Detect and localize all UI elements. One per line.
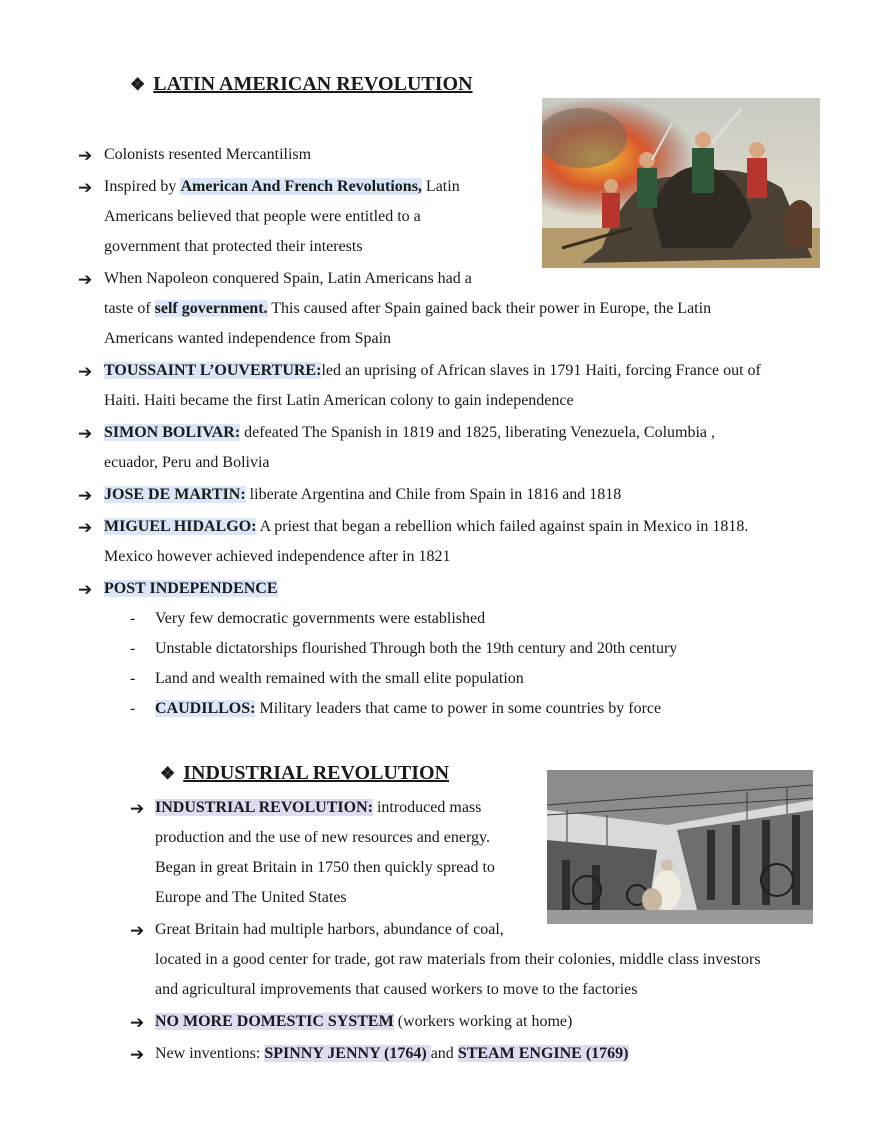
dash-bullet-icon: - bbox=[130, 700, 136, 717]
sub-list-item: Land and wealth remained with the small elite population bbox=[155, 670, 524, 687]
arrow-bullet-icon: ➔ bbox=[78, 580, 93, 599]
factory-loom-icon bbox=[547, 770, 813, 924]
list-item-continuation: located in a good center for trade, got raw materials from their colonies, middle class investors bbox=[155, 951, 761, 968]
arrow-bullet-icon: ➔ bbox=[130, 1045, 145, 1064]
list-item: JOSE DE MARTIN: liberate Argentina and Chile from Spain in 1816 and 1818 bbox=[104, 486, 622, 503]
list-item: Great Britain had multiple harbors, abundance of coal, bbox=[155, 921, 504, 938]
list-item-continuation: production and the use of new resources and energy. bbox=[155, 829, 490, 846]
list-item: New inventions: SPINNY JENNY (1764) and STEAM ENGINE (1769) bbox=[155, 1045, 629, 1062]
arrow-bullet-icon: ➔ bbox=[78, 424, 93, 443]
list-item: INDUSTRIAL REVOLUTION: introduced mass bbox=[155, 799, 482, 816]
list-item: SIMON BOLIVAR: defeated The Spanish in 1819 and 1825, liberating Venezuela, Columbia , bbox=[104, 424, 716, 441]
list-item: NO MORE DOMESTIC SYSTEM (workers working at home) bbox=[155, 1013, 573, 1030]
dash-bullet-icon: - bbox=[130, 610, 136, 627]
arrow-bullet-icon: ➔ bbox=[78, 518, 93, 537]
highlighted-term: STEAM ENGINE (1769) bbox=[457, 1045, 629, 1062]
sub-list-item: Unstable dictatorships flourished Through both the 19th century and 20th century bbox=[155, 640, 678, 657]
diamond-bullet-icon: ❖ bbox=[130, 75, 146, 94]
highlighted-term: CAUDILLOS: bbox=[155, 700, 256, 717]
arrow-bullet-icon: ➔ bbox=[78, 486, 93, 505]
arrow-bullet-icon: ➔ bbox=[78, 362, 93, 381]
highlighted-term: NO MORE DOMESTIC SYSTEM bbox=[155, 1013, 394, 1030]
section-heading-latin-american-revolution: ❖ LATIN AMERICAN REVOLUTION bbox=[130, 73, 473, 95]
highlighted-term: MIGUEL HIDALGO: bbox=[104, 518, 257, 535]
highlighted-term: SPINNY JENNY (1764) bbox=[264, 1045, 431, 1062]
list-item: Colonists resented Mercantilism bbox=[104, 146, 312, 163]
battle-painting-icon bbox=[542, 98, 820, 268]
battle-painting-image bbox=[542, 98, 820, 268]
arrow-bullet-icon: ➔ bbox=[78, 270, 93, 289]
list-item: MIGUEL HIDALGO: A priest that began a rebellion which failed against spain in Mexico in 1818. bbox=[104, 518, 749, 535]
arrow-bullet-icon: ➔ bbox=[78, 146, 93, 165]
list-item bbox=[104, 580, 278, 598]
list-item-continuation: Mexico however achieved independence after in 1821 bbox=[104, 548, 451, 565]
list-item-continuation: taste of self government. This caused after Spain gained back their power in Europe, the Latin bbox=[104, 300, 712, 317]
highlighted-term: INDUSTRIAL REVOLUTION: bbox=[155, 799, 373, 816]
highlighted-term: TOUSSAINT L’OUVERTURE: bbox=[104, 362, 322, 379]
list-item: TOUSSAINT L’OUVERTURE:led an uprising of African slaves in 1791 Haiti, forcing France out of bbox=[104, 362, 761, 379]
list-item-continuation: Americans believed that people were entitled to a bbox=[104, 208, 421, 225]
diamond-bullet-icon: ❖ bbox=[160, 764, 176, 783]
dash-bullet-icon: - bbox=[130, 640, 136, 657]
list-item-continuation: Haiti. Haiti became the first Latin American colony to gain independence bbox=[104, 392, 574, 409]
sub-list-item: Very few democratic governments were established bbox=[155, 610, 486, 627]
arrow-bullet-icon: ➔ bbox=[130, 921, 145, 940]
arrow-bullet-icon: ➔ bbox=[130, 1013, 145, 1032]
highlighted-term: POST INDEPENDENCE bbox=[104, 580, 278, 597]
list-item-continuation: Began in great Britain in 1750 then quickly spread to bbox=[155, 859, 495, 876]
list-item-continuation: Europe and The United States bbox=[155, 889, 347, 906]
highlighted-term: SIMON BOLIVAR: bbox=[104, 424, 241, 441]
list-item-continuation: government that protected their interests bbox=[104, 238, 363, 255]
highlighted-term: self government. bbox=[154, 300, 268, 317]
list-item-continuation: Americans wanted independence from Spain bbox=[104, 330, 392, 347]
arrow-bullet-icon: ➔ bbox=[130, 799, 145, 818]
arrow-bullet-icon: ➔ bbox=[78, 178, 93, 197]
highlighted-term: American And French Revolutions, bbox=[180, 178, 422, 195]
section-heading-industrial-revolution: ❖ INDUSTRIAL REVOLUTION bbox=[160, 762, 450, 784]
sub-list-item: CAUDILLOS: Military leaders that came to power in some countries by force bbox=[155, 700, 662, 717]
list-item-continuation: and agricultural improvements that caused workers to move to the factories bbox=[155, 981, 638, 998]
list-item: Inspired by American And French Revolutions, Latin bbox=[104, 178, 460, 195]
list-item-continuation: ecuador, Peru and Bolivia bbox=[104, 454, 270, 471]
list-item: When Napoleon conquered Spain, Latin Americans had a bbox=[104, 270, 472, 287]
dash-bullet-icon: - bbox=[130, 670, 136, 687]
highlighted-term: JOSE DE MARTIN: bbox=[104, 486, 246, 503]
factory-loom-engraving-image bbox=[547, 770, 813, 924]
